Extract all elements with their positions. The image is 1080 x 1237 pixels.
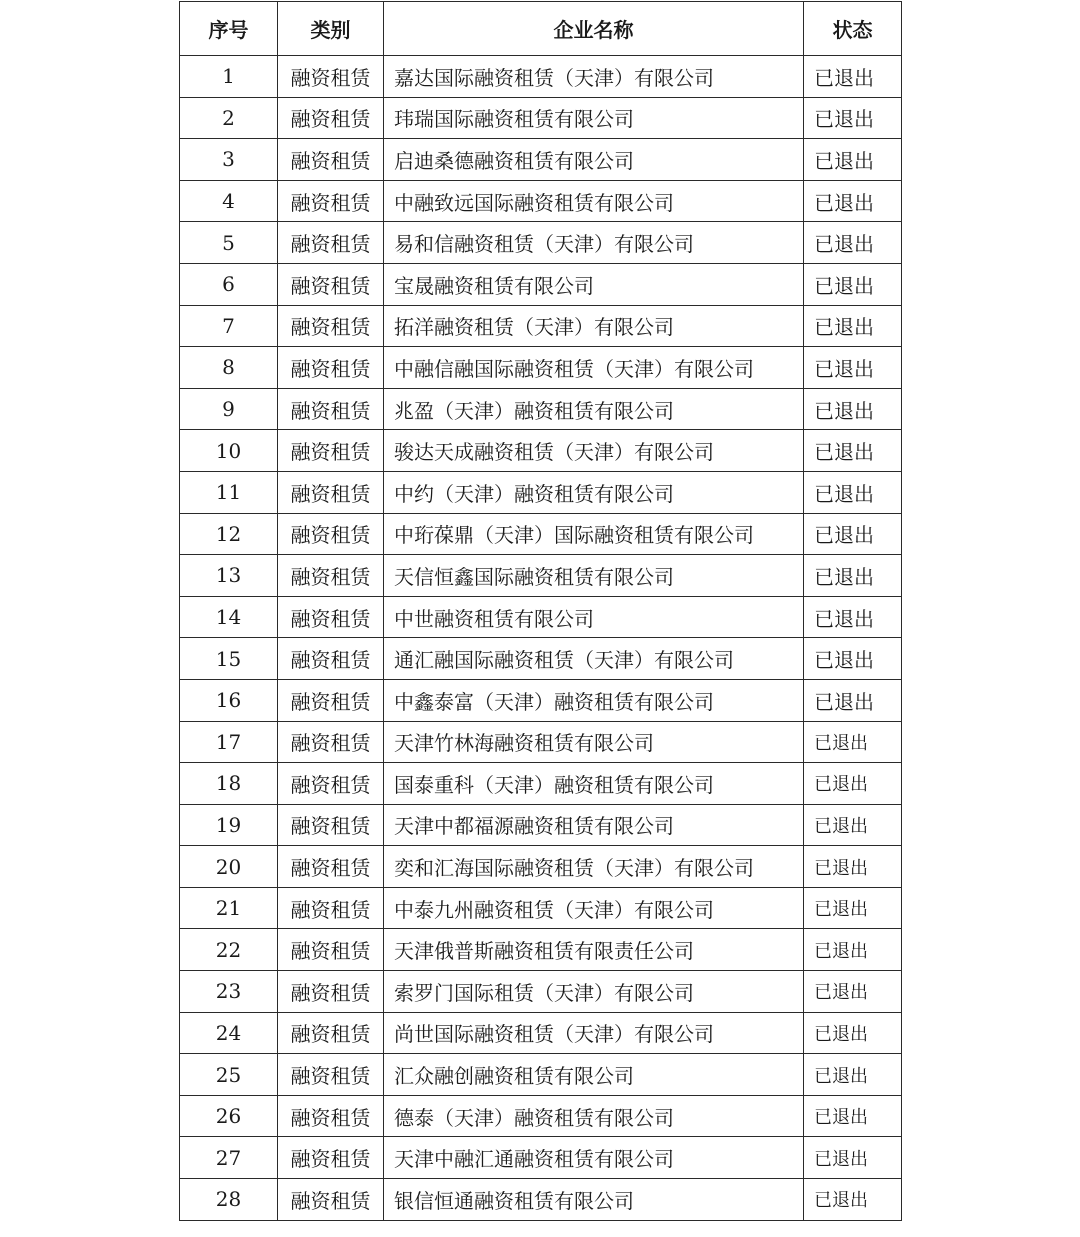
cell-company-name: 拓洋融资租赁（天津）有限公司 (384, 305, 804, 347)
cell-category: 融资租赁 (278, 430, 384, 472)
table-row (180, 929, 902, 971)
cell-serial-number: 18 (180, 763, 278, 805)
cell-serial-number: 28 (180, 1179, 278, 1221)
cell-status: 已退出 (804, 971, 902, 1013)
table-body (180, 56, 902, 1221)
table-row (180, 97, 902, 139)
cell-company-name: 中鑫泰富（天津）融资租赁有限公司 (384, 679, 804, 721)
cell-company-name: 德泰（天津）融资租赁有限公司 (384, 1095, 804, 1137)
cell-category: 融资租赁 (278, 638, 384, 680)
cell-serial-number: 14 (180, 596, 278, 638)
cell-serial-number: 13 (180, 555, 278, 597)
cell-status: 已退出 (804, 347, 902, 389)
cell-company-name: 中约（天津）融资租赁有限公司 (384, 471, 804, 513)
table-row (180, 971, 902, 1013)
cell-category: 融资租赁 (278, 471, 384, 513)
cell-status: 已退出 (804, 388, 902, 430)
cell-company-name: 中融信融国际融资租赁（天津）有限公司 (384, 347, 804, 389)
table-row (180, 1012, 902, 1054)
table-header-row (180, 2, 902, 56)
cell-company-name: 奕和汇海国际融资租赁（天津）有限公司 (384, 846, 804, 888)
cell-status: 已退出 (804, 56, 902, 98)
cell-status: 已退出 (804, 513, 902, 555)
cell-serial-number: 17 (180, 721, 278, 763)
table-row (180, 513, 902, 555)
header-category: 类别 (278, 2, 384, 56)
exited-companies-table (179, 1, 902, 1221)
cell-status: 已退出 (804, 1179, 902, 1221)
table-row (180, 846, 902, 888)
table-row (180, 471, 902, 513)
cell-company-name: 玮瑞国际融资租赁有限公司 (384, 97, 804, 139)
cell-category: 融资租赁 (278, 846, 384, 888)
cell-serial-number: 3 (180, 139, 278, 181)
cell-serial-number: 10 (180, 430, 278, 472)
exited-companies-table-wrapper (179, 1, 902, 1221)
cell-company-name: 中珩葆鼎（天津）国际融资租赁有限公司 (384, 513, 804, 555)
cell-category: 融资租赁 (278, 555, 384, 597)
cell-serial-number: 27 (180, 1137, 278, 1179)
cell-category: 融资租赁 (278, 513, 384, 555)
cell-serial-number: 23 (180, 971, 278, 1013)
cell-serial-number: 15 (180, 638, 278, 680)
cell-status: 已退出 (804, 721, 902, 763)
cell-serial-number: 26 (180, 1095, 278, 1137)
cell-status: 已退出 (804, 305, 902, 347)
cell-company-name: 银信恒通融资租赁有限公司 (384, 1179, 804, 1221)
cell-company-name: 通汇融国际融资租赁（天津）有限公司 (384, 638, 804, 680)
cell-status: 已退出 (804, 1012, 902, 1054)
cell-category: 融资租赁 (278, 139, 384, 181)
cell-category: 融资租赁 (278, 1095, 384, 1137)
cell-serial-number: 21 (180, 887, 278, 929)
cell-company-name: 嘉达国际融资租赁（天津）有限公司 (384, 56, 804, 98)
header-company-name: 企业名称 (384, 2, 804, 56)
table-row (180, 1095, 902, 1137)
cell-serial-number: 7 (180, 305, 278, 347)
cell-status: 已退出 (804, 1095, 902, 1137)
cell-category: 融资租赁 (278, 929, 384, 971)
cell-company-name: 骏达天成融资租赁（天津）有限公司 (384, 430, 804, 472)
cell-status: 已退出 (804, 1054, 902, 1096)
cell-status: 已退出 (804, 763, 902, 805)
table-row (180, 555, 902, 597)
cell-status: 已退出 (804, 887, 902, 929)
cell-serial-number: 19 (180, 804, 278, 846)
cell-status: 已退出 (804, 222, 902, 264)
table-row (180, 679, 902, 721)
cell-serial-number: 6 (180, 263, 278, 305)
cell-company-name: 兆盈（天津）融资租赁有限公司 (384, 388, 804, 430)
cell-company-name: 易和信融资租赁（天津）有限公司 (384, 222, 804, 264)
cell-serial-number: 9 (180, 388, 278, 430)
cell-status: 已退出 (804, 596, 902, 638)
table-row (180, 222, 902, 264)
cell-status: 已退出 (804, 929, 902, 971)
cell-category: 融资租赁 (278, 971, 384, 1013)
cell-serial-number: 4 (180, 180, 278, 222)
cell-serial-number: 5 (180, 222, 278, 264)
cell-company-name: 国泰重科（天津）融资租赁有限公司 (384, 763, 804, 805)
cell-company-name: 尚世国际融资租赁（天津）有限公司 (384, 1012, 804, 1054)
cell-serial-number: 12 (180, 513, 278, 555)
cell-serial-number: 2 (180, 97, 278, 139)
cell-category: 融资租赁 (278, 804, 384, 846)
table-row (180, 56, 902, 98)
table-row (180, 139, 902, 181)
cell-serial-number: 25 (180, 1054, 278, 1096)
cell-company-name: 天津竹林海融资租赁有限公司 (384, 721, 804, 763)
cell-category: 融资租赁 (278, 56, 384, 98)
cell-status: 已退出 (804, 97, 902, 139)
cell-status: 已退出 (804, 555, 902, 597)
table-row (180, 763, 902, 805)
cell-category: 融资租赁 (278, 347, 384, 389)
cell-company-name: 天信恒鑫国际融资租赁有限公司 (384, 555, 804, 597)
cell-status: 已退出 (804, 804, 902, 846)
cell-category: 融资租赁 (278, 305, 384, 347)
table-row (180, 721, 902, 763)
cell-category: 融资租赁 (278, 263, 384, 305)
cell-category: 融资租赁 (278, 1054, 384, 1096)
cell-status: 已退出 (804, 638, 902, 680)
cell-company-name: 天津中融汇通融资租赁有限公司 (384, 1137, 804, 1179)
header-status: 状态 (804, 2, 902, 56)
table-row (180, 1137, 902, 1179)
table-row (180, 263, 902, 305)
cell-serial-number: 20 (180, 846, 278, 888)
cell-company-name: 汇众融创融资租赁有限公司 (384, 1054, 804, 1096)
cell-status: 已退出 (804, 430, 902, 472)
cell-status: 已退出 (804, 180, 902, 222)
table-row (180, 430, 902, 472)
header-serial-number: 序号 (180, 2, 278, 56)
cell-status: 已退出 (804, 471, 902, 513)
cell-company-name: 天津俄普斯融资租赁有限责任公司 (384, 929, 804, 971)
cell-category: 融资租赁 (278, 721, 384, 763)
cell-company-name: 中世融资租赁有限公司 (384, 596, 804, 638)
cell-company-name: 天津中都福源融资租赁有限公司 (384, 804, 804, 846)
cell-category: 融资租赁 (278, 596, 384, 638)
cell-category: 融资租赁 (278, 222, 384, 264)
cell-serial-number: 8 (180, 347, 278, 389)
table-row (180, 804, 902, 846)
cell-serial-number: 11 (180, 471, 278, 513)
table-row (180, 388, 902, 430)
cell-status: 已退出 (804, 263, 902, 305)
cell-status: 已退出 (804, 139, 902, 181)
cell-status: 已退出 (804, 846, 902, 888)
cell-category: 融资租赁 (278, 679, 384, 721)
cell-company-name: 中泰九州融资租赁（天津）有限公司 (384, 887, 804, 929)
cell-serial-number: 16 (180, 679, 278, 721)
cell-company-name: 启迪桑德融资租赁有限公司 (384, 139, 804, 181)
cell-company-name: 中融致远国际融资租赁有限公司 (384, 180, 804, 222)
table-row (180, 180, 902, 222)
cell-category: 融资租赁 (278, 1179, 384, 1221)
cell-category: 融资租赁 (278, 180, 384, 222)
cell-category: 融资租赁 (278, 763, 384, 805)
cell-category: 融资租赁 (278, 1137, 384, 1179)
cell-status: 已退出 (804, 679, 902, 721)
cell-serial-number: 1 (180, 56, 278, 98)
cell-status: 已退出 (804, 1137, 902, 1179)
table-row (180, 596, 902, 638)
table-row (180, 887, 902, 929)
table-row (180, 305, 902, 347)
table-row (180, 347, 902, 389)
cell-serial-number: 24 (180, 1012, 278, 1054)
cell-category: 融资租赁 (278, 97, 384, 139)
cell-company-name: 宝晟融资租赁有限公司 (384, 263, 804, 305)
cell-serial-number: 22 (180, 929, 278, 971)
cell-category: 融资租赁 (278, 1012, 384, 1054)
cell-company-name: 索罗门国际租赁（天津）有限公司 (384, 971, 804, 1013)
cell-category: 融资租赁 (278, 887, 384, 929)
cell-category: 融资租赁 (278, 388, 384, 430)
table-row (180, 1179, 902, 1221)
table-row (180, 638, 902, 680)
table-row (180, 1054, 902, 1096)
